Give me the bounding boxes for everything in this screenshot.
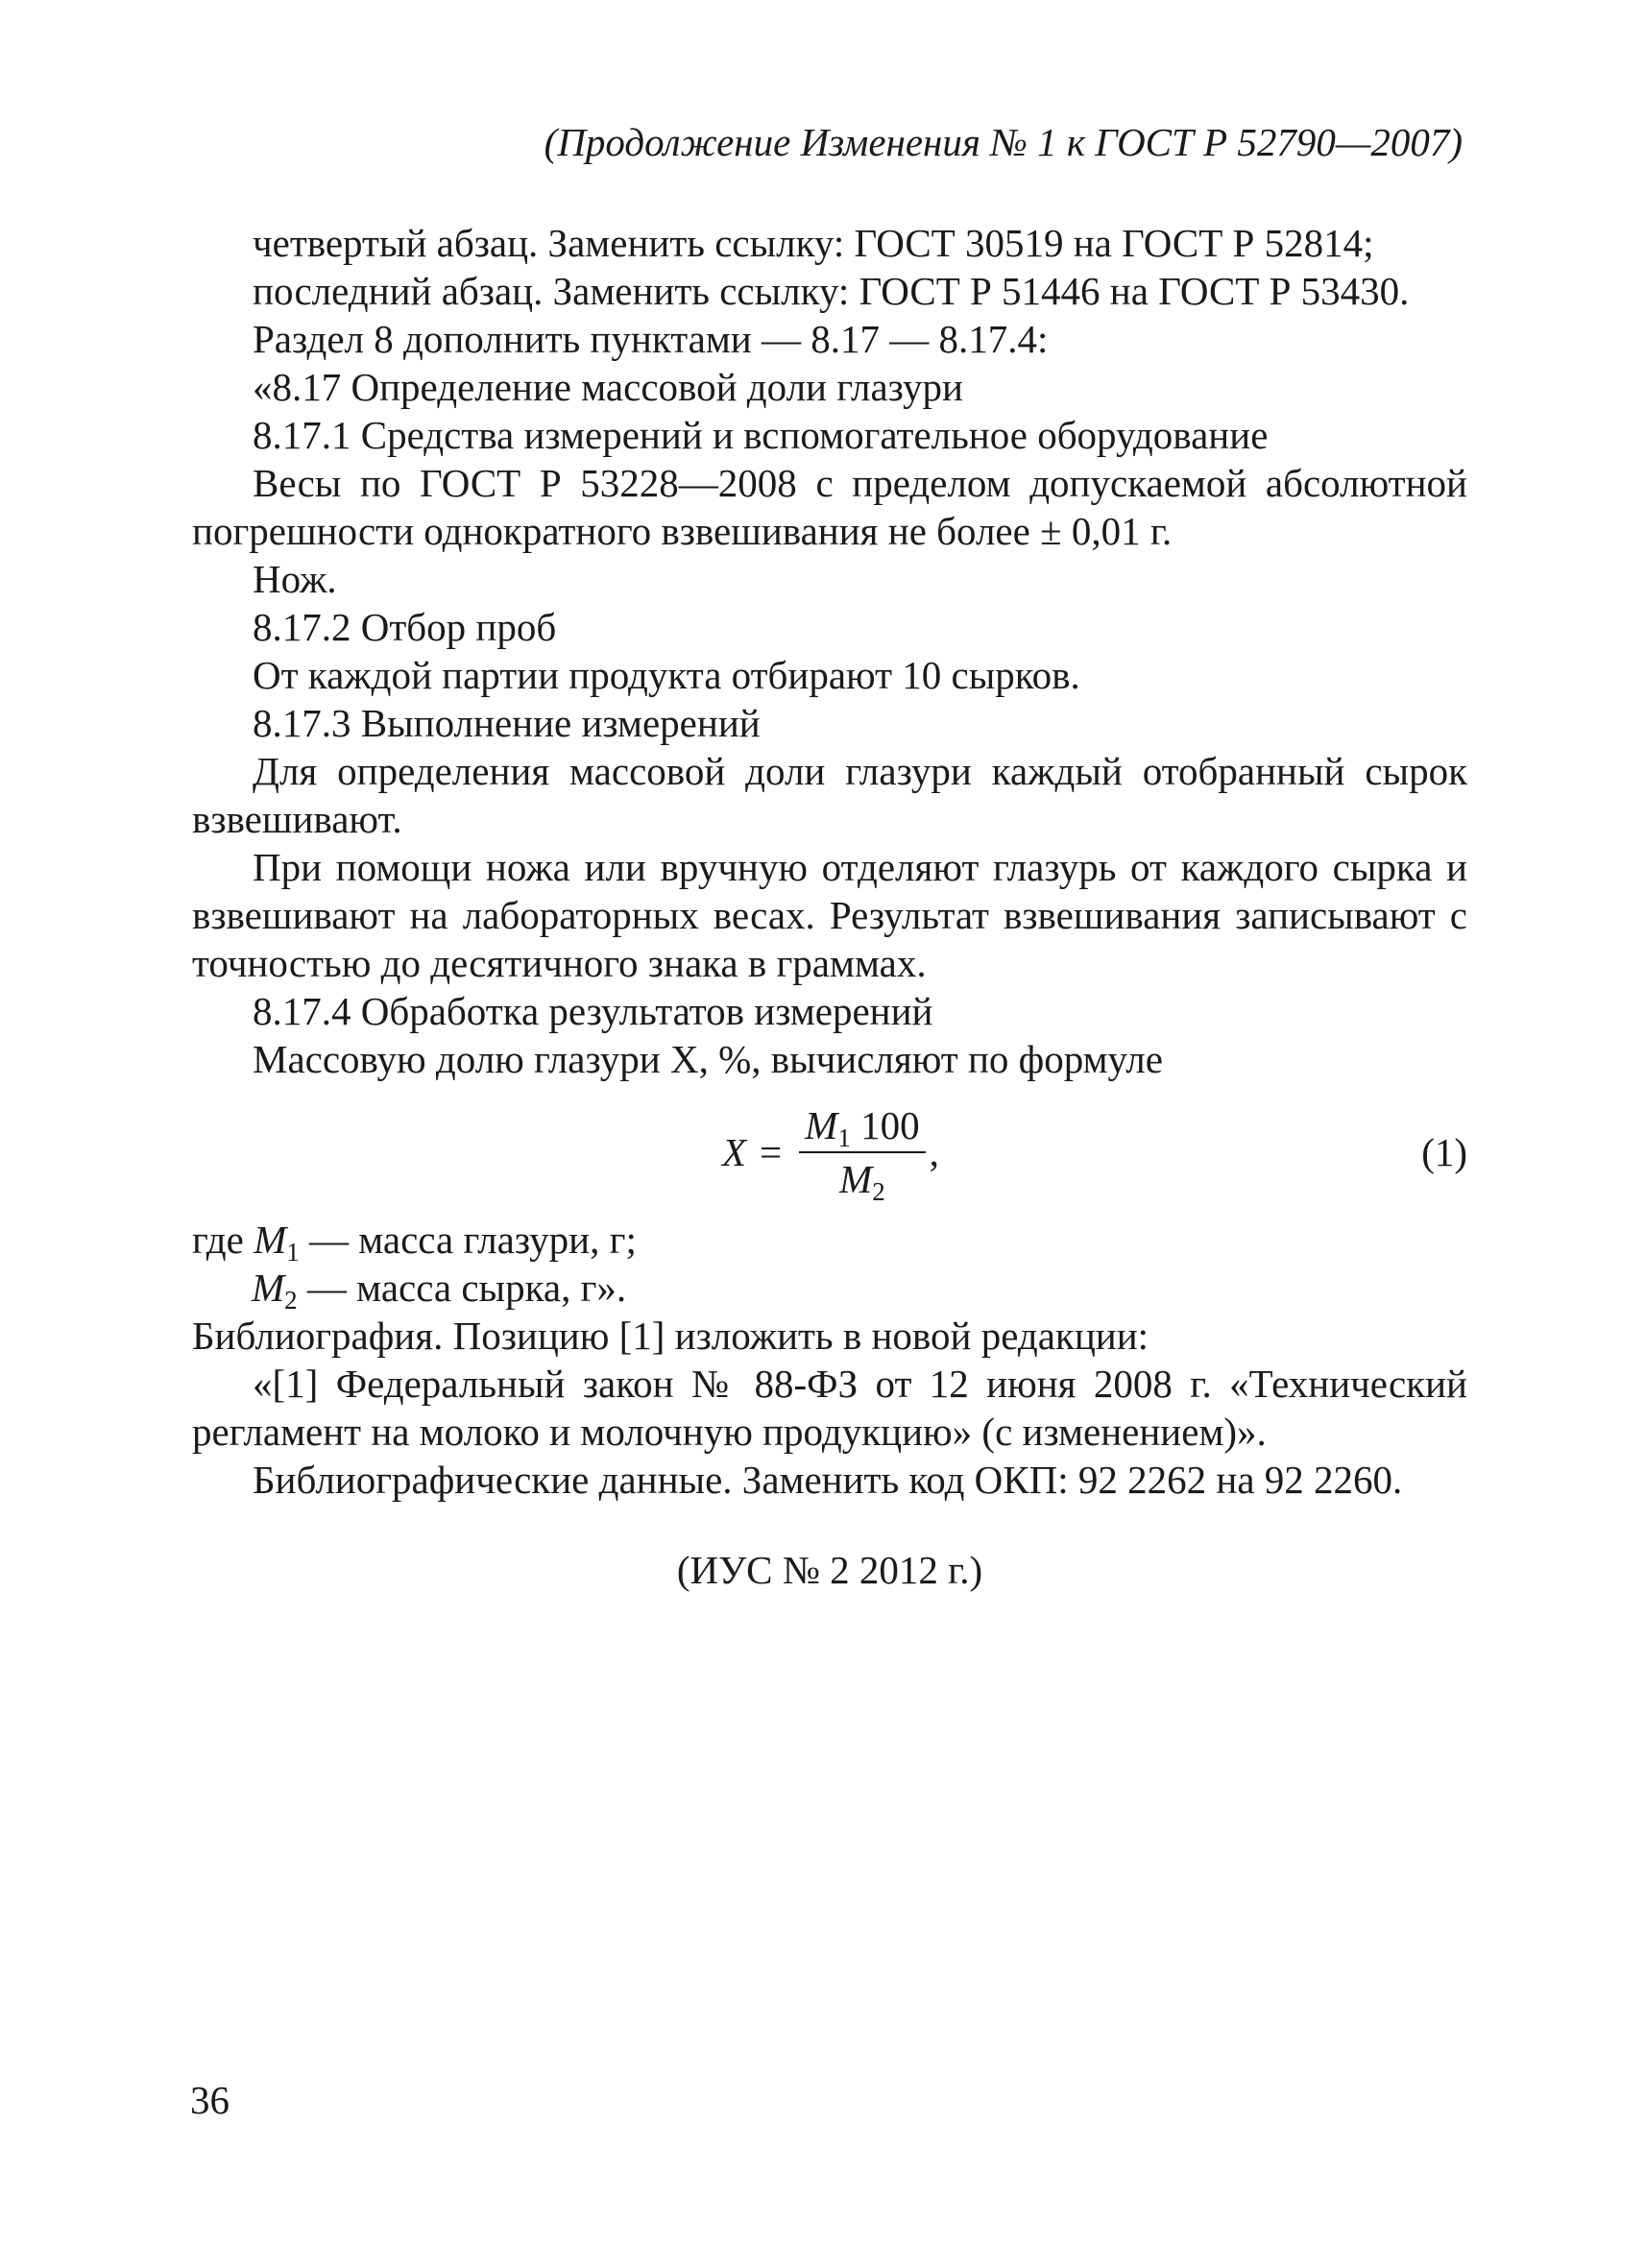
formula (722, 1089, 939, 1216)
ius-reference: (ИУС № 2 2012 г.) (676, 1548, 983, 1592)
paragraph: «[1] Федеральный закон № 88-ФЗ от 12 июня 2008 г. «Технический регламент на молоко и молочную продукцию» (с изменением)». (192, 1362, 1467, 1454)
page-number: 36 (190, 2078, 230, 2122)
where-description: — масса сырка, г». (306, 1266, 627, 1310)
subsection-heading: 8.17.2 Отбор проб (253, 605, 557, 649)
formula-equals: = (760, 1130, 783, 1174)
paragraph: При помощи ножа или вручную отделяют глазурь от каждого сырка и взвешивают на лабораторных весах. Результат взвешивания записывают с точностью до десятичного знака в граммах. (192, 845, 1467, 985)
formula-block (192, 1089, 1467, 1216)
document-body (192, 219, 1467, 1594)
where-subscript: 1 (286, 1238, 300, 1267)
paragraph: Для определения массовой доли глазури каждый отобранный сырок взвешивают. (192, 749, 1467, 841)
where-subscript: 2 (284, 1286, 298, 1315)
formula-comma: , (929, 1130, 939, 1174)
where-prefix: где (192, 1218, 244, 1262)
numerator-variable: M (805, 1103, 838, 1147)
paragraph: последний абзац. Заменить ссылку: ГОСТ Р 51446 на ГОСТ Р 53430. (253, 269, 1410, 313)
paragraph: Нож. (253, 557, 337, 601)
formula-fraction (799, 1103, 925, 1206)
where-variable: M (254, 1218, 287, 1262)
subsection-heading: 8.17.3 Выполнение измерений (253, 701, 761, 745)
where-line (192, 1216, 1467, 1267)
paragraph: От каждой партии продукта отбирают 10 сырков. (253, 653, 1080, 697)
where-description: — масса глазури, г; (309, 1218, 637, 1262)
formula-denominator (839, 1153, 885, 1206)
denominator-subscript: 2 (872, 1177, 885, 1206)
numerator-factor: 100 (860, 1103, 920, 1147)
subsection-heading: 8.17.1 Средства измерений и вспомогательное оборудование (253, 413, 1269, 457)
paragraph: Массовую долю глазури X, %, вычисляют по формуле (253, 1037, 1163, 1081)
paragraph: Раздел 8 дополнить пунктами — 8.17 — 8.17.4: (253, 317, 1049, 361)
paragraph: Библиография. Позицию [1] изложить в новой редакции: (192, 1314, 1149, 1358)
formula-lhs: X (722, 1130, 747, 1174)
formula-number: (1) (1421, 1130, 1467, 1174)
paragraph: четвертый абзац. Заменить ссылку: ГОСТ 30519 на ГОСТ Р 52814; (253, 221, 1374, 265)
where-variable: M (252, 1266, 285, 1310)
denominator-variable: M (839, 1157, 873, 1201)
paragraph: Весы по ГОСТ Р 53228—2008 с пределом допускаемой абсолютной погрешности однократного взвешивания не более ± 0,01 г. (192, 461, 1467, 553)
subsection-heading: 8.17.4 Обработка результатов измерений (253, 989, 933, 1033)
numerator-subscript: 1 (837, 1123, 851, 1152)
section-heading: «8.17 Определение массовой доли глазури (253, 365, 963, 409)
where-block (192, 1216, 1467, 1315)
where-line (192, 1264, 1467, 1315)
paragraph: Библиографические данные. Заменить код ОКП: 92 2262 на 92 2260. (253, 1458, 1403, 1502)
formula-numerator (799, 1103, 925, 1153)
page-header: (Продолжение Изменения № 1 к ГОСТ Р 52790—2007) (544, 120, 1463, 164)
